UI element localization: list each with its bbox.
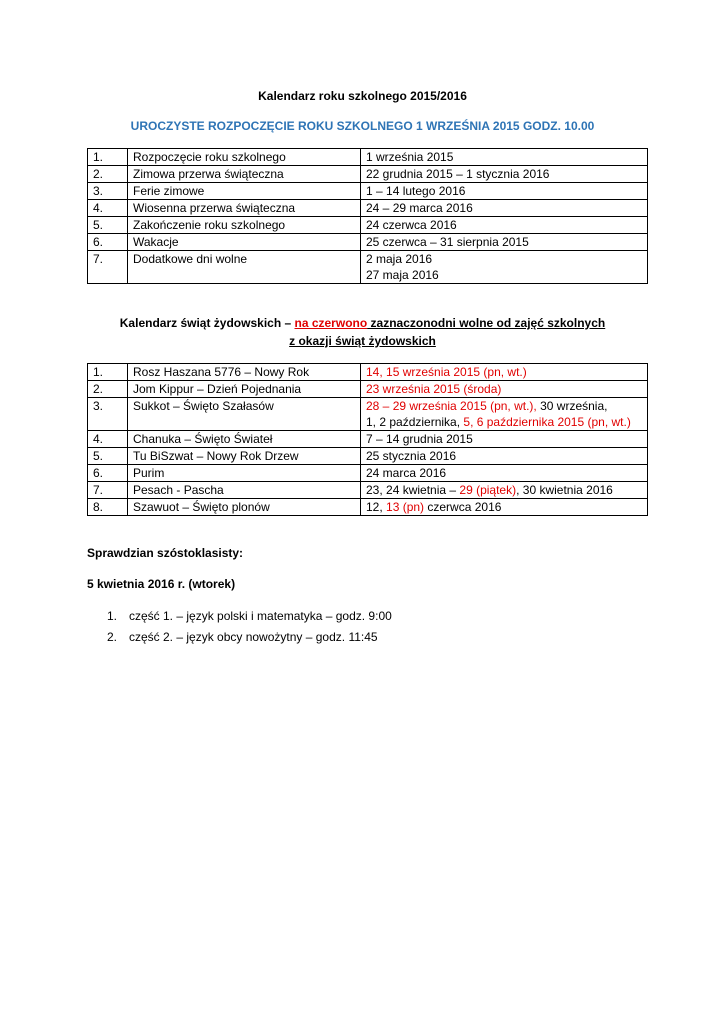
exam-date: 5 kwietnia 2016 r. (wtorek) [87, 577, 236, 591]
table-row [88, 200, 648, 217]
row-number: 6. [88, 234, 128, 251]
holidays-heading [0, 314, 725, 332]
table-row [88, 166, 648, 183]
event-date: 24 – 29 marca 2016 [361, 200, 648, 217]
date-black: 12, [366, 500, 387, 514]
holiday-date: 7 – 14 grudnia 2015 [361, 431, 648, 448]
date-line: 27 maja 2016 [366, 268, 439, 282]
table-row [88, 217, 648, 234]
table-row [88, 499, 648, 516]
table-row [88, 381, 648, 398]
date-red: 5, 6 października 2015 (pn, wt.) [463, 415, 631, 429]
document-title: Kalendarz roku szkolnego 2015/2016 [258, 89, 467, 103]
table-row [88, 364, 648, 381]
event-date: 1 września 2015 [361, 149, 648, 166]
holidays-heading-highlight: na czerwono [294, 316, 368, 330]
list-item-text: część 1. – język polski i matematyka – godz. 9:00 [129, 609, 392, 623]
school-calendar-table [87, 148, 648, 284]
row-number: 3. [88, 398, 128, 431]
holiday-date: 14, 15 września 2015 (pn, wt.) [361, 364, 648, 381]
table-row [88, 398, 648, 431]
date-red: 29 (piątek) [459, 483, 517, 497]
row-number: 7. [88, 482, 128, 499]
holiday-date: 24 marca 2016 [361, 465, 648, 482]
row-number: 6. [88, 465, 128, 482]
row-number: 2. [88, 381, 128, 398]
table-row [88, 251, 648, 284]
event-date: 24 czerwca 2016 [361, 217, 648, 234]
event-date [361, 251, 648, 284]
row-number: 8. [88, 499, 128, 516]
holidays-heading-text: z okazji świąt żydowskich [289, 334, 436, 348]
table-row [88, 482, 648, 499]
table-row [88, 149, 648, 166]
row-number: 2. [88, 166, 128, 183]
date-black: 1, 2 października, [366, 415, 464, 429]
list-number: 1. [107, 609, 118, 623]
date-black: 30 września, [536, 399, 608, 413]
list-item [87, 606, 392, 627]
date-black: 23, 24 kwietnia – [366, 483, 460, 497]
table-row [88, 183, 648, 200]
event-date: 22 grudnia 2015 – 1 stycznia 2016 [361, 166, 648, 183]
table-row [88, 465, 648, 482]
row-number: 1. [88, 364, 128, 381]
holiday-date [361, 482, 648, 499]
row-number: 7. [88, 251, 128, 284]
row-number: 3. [88, 183, 128, 200]
holiday-date: 25 stycznia 2016 [361, 448, 648, 465]
holiday-name: Sukkot – Święto Szałasów [128, 398, 361, 431]
row-number: 4. [88, 431, 128, 448]
date-line: 2 maja 2016 [366, 252, 433, 266]
ceremony-notice: UROCZYSTE ROZPOCZĘCIE ROKU SZKOLNEGO 1 WRZEŚNIA 2015 GODZ. 10.00 [130, 119, 595, 133]
holiday-name: Szawuot – Święto plonów [128, 499, 361, 516]
list-item [87, 627, 392, 648]
holidays-heading-text: zaznaczonodni wolne od zajęć szkolnych [367, 316, 606, 330]
holiday-date: 23 września 2015 (środa) [361, 381, 648, 398]
table-row [88, 431, 648, 448]
jewish-holidays-table [87, 363, 648, 516]
event-date: 25 czerwca – 31 sierpnia 2015 [361, 234, 648, 251]
event-name: Wakacje [128, 234, 361, 251]
holiday-name: Purim [128, 465, 361, 482]
row-number: 5. [88, 217, 128, 234]
row-number: 1. [88, 149, 128, 166]
holiday-name: Pesach - Pascha [128, 482, 361, 499]
holiday-name: Rosz Haszana 5776 – Nowy Rok [128, 364, 361, 381]
holiday-name: Chanuka – Święto Świateł [128, 431, 361, 448]
event-name: Wiosenna przerwa świąteczna [128, 200, 361, 217]
holiday-date [361, 398, 648, 431]
event-name: Dodatkowe dni wolne [128, 251, 361, 284]
table-row [88, 234, 648, 251]
event-name: Rozpoczęcie roku szkolnego [128, 149, 361, 166]
event-name: Zakończenie roku szkolnego [128, 217, 361, 234]
date-red: 13 (pn) [386, 500, 425, 514]
holiday-name: Tu BiSzwat – Nowy Rok Drzew [128, 448, 361, 465]
date-black: czerwca 2016 [424, 500, 502, 514]
list-item-text: część 2. – język obcy nowożytny – godz. 11:45 [129, 630, 378, 644]
table-row [88, 448, 648, 465]
holidays-heading-line2 [0, 332, 725, 350]
row-number: 4. [88, 200, 128, 217]
row-number: 5. [88, 448, 128, 465]
date-line [366, 414, 642, 430]
holiday-name: Jom Kippur – Dzień Pojednania [128, 381, 361, 398]
date-black: , 30 kwietnia 2016 [516, 483, 613, 497]
holiday-date [361, 499, 648, 516]
list-number: 2. [107, 630, 118, 644]
event-date: 1 – 14 lutego 2016 [361, 183, 648, 200]
date-red: 28 – 29 września 2015 (pn, wt.), [366, 399, 537, 413]
event-name: Zimowa przerwa świąteczna [128, 166, 361, 183]
holidays-heading-text: Kalendarz świąt żydowskich – [119, 316, 295, 330]
exam-heading: Sprawdzian szóstoklasisty: [87, 546, 244, 560]
exam-schedule-list [87, 606, 392, 648]
event-name: Ferie zimowe [128, 183, 361, 200]
date-line [366, 398, 642, 414]
